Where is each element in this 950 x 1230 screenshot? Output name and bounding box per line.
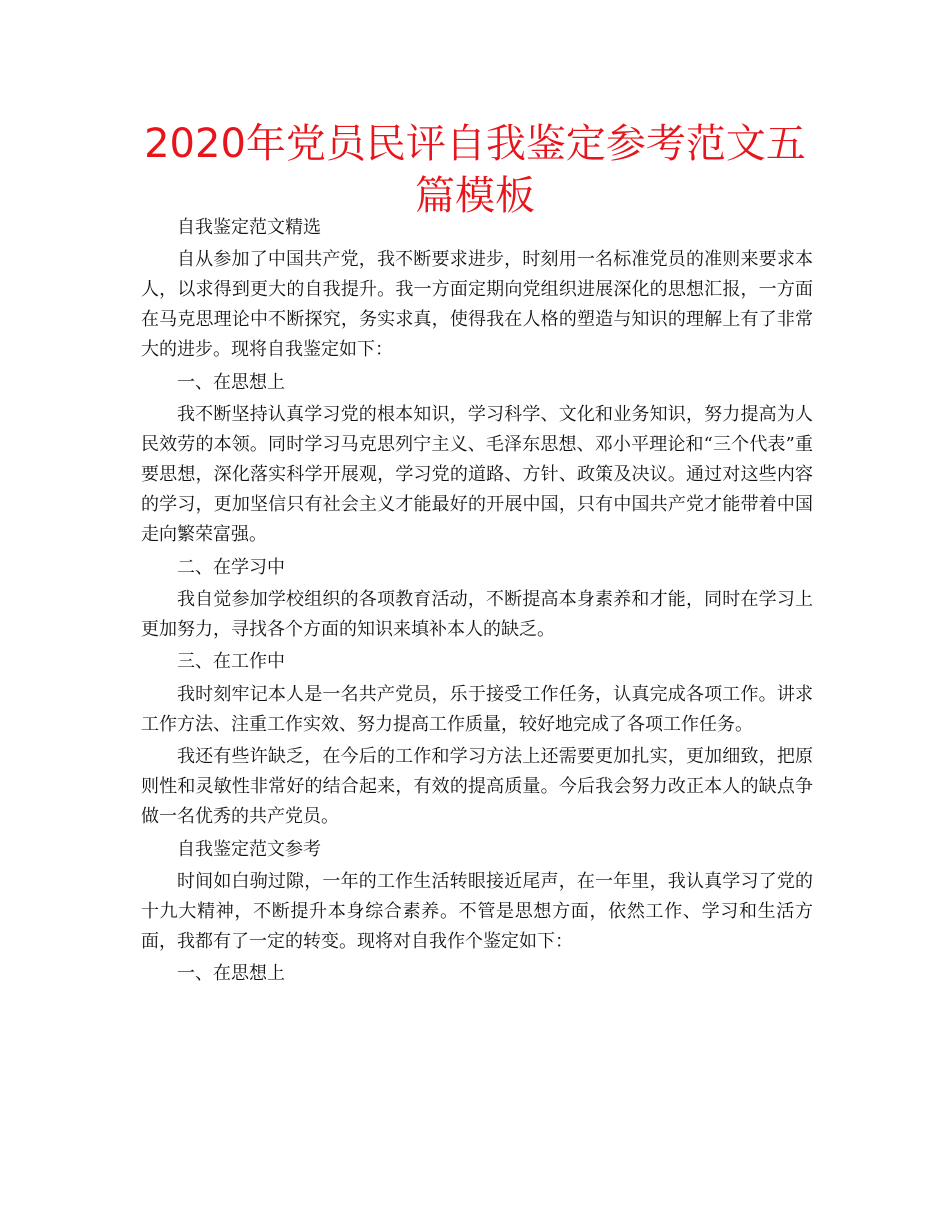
section-heading: 二、在学习中 xyxy=(177,556,285,578)
body-paragraph: 我不断坚持认真学习党的根本知识，学习科学、文化和业务知识，努力提高为人民效劳的本领。同时学习马克思列宁主义、毛泽东思想、邓小平理论和“三个代表”重要思想，深化落实科学开展观，学习党的道路、方针、政策及决议。通过对这些内容的学习，更加坚信只有社会主义才能最好的开展中国，只有中国共产党才能带着中国走向繁荣富强。 xyxy=(141,404,813,546)
body-paragraph: 时间如白驹过隙，一年的工作生活转眼接近尾声，在一年里，我认真学习了党的十九大精神，不断提升本身综合素养。不管是思想方面，依然工作、学习和生活方面，我都有了一定的转变。现将对自我作个鉴定如下： xyxy=(141,870,813,952)
section-heading: 三、在工作中 xyxy=(177,651,285,673)
section-heading: 一、在思想上 xyxy=(177,371,285,393)
section-heading: 自我鉴定范文参考 xyxy=(177,838,321,860)
body-paragraph: 自从参加了中国共产党，我不断要求进步，时刻用一名标准党员的准则来要求本人，以求得到更大的自我提升。我一方面定期向党组织进展深化的思想汇报，一方面在马克思理论中不断探究，务实求真，使得我在人格的塑造与知识的理解上有了非常大的进步。现将自我鉴定如下： xyxy=(141,249,813,361)
document-title: 2020年党员民评自我鉴定参考范文五篇模板 xyxy=(144,121,806,219)
section-heading: 自我鉴定范文精选 xyxy=(177,217,321,238)
body-paragraph: 我还有些许缺乏，在今后的工作和学习方法上还需要更加扎实，更加细致，把原则性和灵敏性非常好的结合起来，有效的提高质量。今后我会努力改正本人的缺点争做一名优秀的共产党员。 xyxy=(141,746,813,828)
document-body xyxy=(141,213,813,992)
section-heading: 一、在思想上 xyxy=(177,963,285,985)
body-paragraph: 我自觉参加学校组织的各项教育活动，不断提高本身素养和才能，同时在学习上更加努力，寻找各个方面的知识来填补本人的缺乏。 xyxy=(141,588,813,640)
body-paragraph: 我时刻牢记本人是一名共产党员，乐于接受工作任务，认真完成各项工作。讲求工作方法、注重工作实效、努力提高工作质量，较好地完成了各项工作任务。 xyxy=(141,683,813,735)
